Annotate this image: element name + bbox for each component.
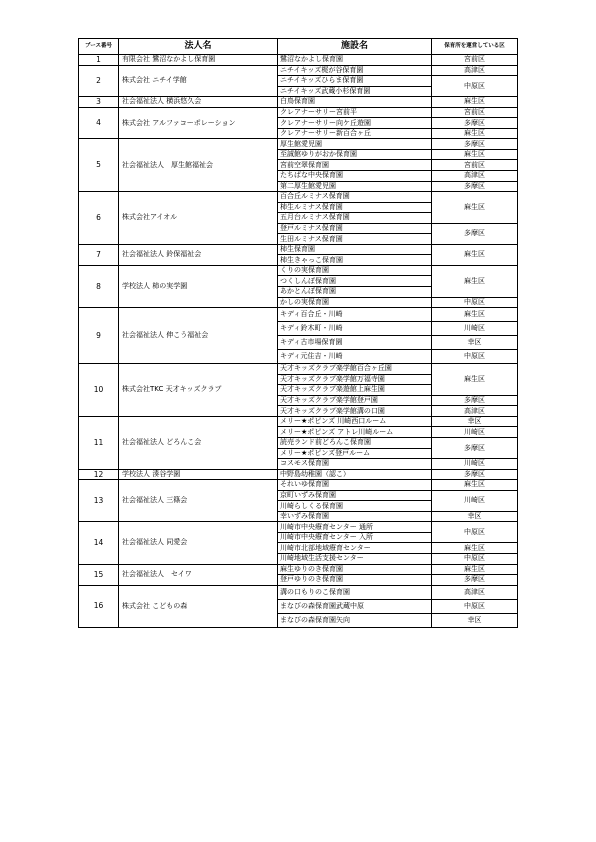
header-ward: 保育所を運営している区 bbox=[432, 39, 518, 55]
booth-number-cell: 16 bbox=[79, 585, 119, 627]
facility-cell: 五月台ルミナス保育園 bbox=[278, 213, 432, 224]
facility-cell: くりの実保育園 bbox=[278, 265, 432, 276]
header-booth-no: ブース番号 bbox=[79, 39, 119, 55]
ward-cell: 麻生区 bbox=[432, 244, 518, 265]
ward-cell: 川崎区 bbox=[432, 459, 518, 470]
corporation-cell: 社会福祉法人 同愛会 bbox=[119, 522, 278, 564]
facility-cell: 川崎市中央療育センター 入所 bbox=[278, 532, 432, 543]
ward-cell: 麻生区 bbox=[432, 480, 518, 491]
facility-cell: 第二厚生館愛児園 bbox=[278, 181, 432, 192]
booth-number-cell: 9 bbox=[79, 308, 119, 364]
booth-number-cell: 13 bbox=[79, 480, 119, 522]
facility-cell: 柿生保育園 bbox=[278, 244, 432, 255]
ward-cell: 麻生区 bbox=[432, 128, 518, 139]
facility-cell: ニチイキッズ武蔵小杉保育園 bbox=[278, 86, 432, 97]
table-row bbox=[79, 139, 518, 150]
facility-cell: 天才キッズクラブ楽学館登戸園 bbox=[278, 395, 432, 406]
ward-cell: 中原区 bbox=[432, 522, 518, 543]
ward-cell: 高津区 bbox=[432, 171, 518, 182]
corporation-cell: 社会福祉法人 三篠会 bbox=[119, 480, 278, 522]
ward-cell: 宮前区 bbox=[432, 160, 518, 171]
facility-cell: 京町いずみ保育園 bbox=[278, 490, 432, 501]
ward-cell: 麻生区 bbox=[432, 364, 518, 396]
ward-cell: 多摩区 bbox=[432, 469, 518, 480]
facility-cell: 登戸ルミナス保育園 bbox=[278, 223, 432, 234]
table-row bbox=[79, 97, 518, 108]
header-corporation: 法人名 bbox=[119, 39, 278, 55]
booth-number-cell: 7 bbox=[79, 244, 119, 265]
ward-cell: 麻生区 bbox=[432, 564, 518, 575]
booth-number-cell: 10 bbox=[79, 364, 119, 417]
facility-cell: 幸いずみ保育園 bbox=[278, 511, 432, 522]
header-facility: 施設名 bbox=[278, 39, 432, 55]
table-row bbox=[79, 364, 518, 375]
ward-cell: 多摩区 bbox=[432, 575, 518, 586]
table-row bbox=[79, 65, 518, 76]
corporation-cell: 学校法人 柿の実学園 bbox=[119, 265, 278, 307]
ward-cell: 幸区 bbox=[432, 613, 518, 627]
ward-cell: 多摩区 bbox=[432, 139, 518, 150]
table-row bbox=[79, 265, 518, 276]
table-row bbox=[79, 308, 518, 322]
ward-cell: 宮前区 bbox=[432, 55, 518, 66]
booth-number-cell: 5 bbox=[79, 139, 119, 192]
table-row bbox=[79, 564, 518, 575]
facility-cell: 川崎市北部地域療育センター bbox=[278, 543, 432, 554]
corporation-cell: 社会福祉法人 どろんこ会 bbox=[119, 416, 278, 469]
facility-cell: メリー★ポピンズ 川崎西口ルーム bbox=[278, 416, 432, 427]
facility-cell: かしの実保育園 bbox=[278, 297, 432, 308]
table-row bbox=[79, 480, 518, 491]
facility-cell: 読売ランド前どろんこ保育園 bbox=[278, 437, 432, 448]
ward-cell: 川崎区 bbox=[432, 490, 518, 511]
facility-cell: キディ元住吉・川崎 bbox=[278, 350, 432, 364]
facility-cell: 川崎市中央療育センター 通所 bbox=[278, 522, 432, 533]
facility-cell: クレアナーサリー宮前平 bbox=[278, 107, 432, 118]
facility-cell: クレアナーサリー向ケ丘遊園 bbox=[278, 118, 432, 129]
ward-cell: 多摩区 bbox=[432, 223, 518, 244]
facility-cell: クレアナーサリー新百合ヶ丘 bbox=[278, 128, 432, 139]
ward-cell: 多摩区 bbox=[432, 437, 518, 458]
corporation-cell: 株式会社TKC 天才キッズクラブ bbox=[119, 364, 278, 417]
ward-cell: 中原区 bbox=[432, 76, 518, 97]
ward-cell: 多摩区 bbox=[432, 395, 518, 406]
ward-cell: 多摩区 bbox=[432, 181, 518, 192]
header-row bbox=[79, 39, 518, 55]
facility-cell: つくしんぼ保育園 bbox=[278, 276, 432, 287]
corporation-cell: 株式会社アイオル bbox=[119, 192, 278, 245]
table-row bbox=[79, 585, 518, 599]
facility-cell: それいゆ保育園 bbox=[278, 480, 432, 491]
ward-cell: 高津区 bbox=[432, 406, 518, 417]
ward-cell: 幸区 bbox=[432, 511, 518, 522]
corporation-cell: 株式会社 ニチイ学館 bbox=[119, 65, 278, 97]
facility-cell: たちばな中央保育園 bbox=[278, 171, 432, 182]
booth-number-cell: 6 bbox=[79, 192, 119, 245]
facility-cell: コスモス保育園 bbox=[278, 459, 432, 470]
corporation-cell: 社会福祉法人 厚生館福祉会 bbox=[119, 139, 278, 192]
ward-cell: 幸区 bbox=[432, 416, 518, 427]
booth-number-cell: 11 bbox=[79, 416, 119, 469]
ward-cell: 麻生区 bbox=[432, 97, 518, 108]
ward-cell: 中原区 bbox=[432, 599, 518, 613]
facility-cell: 生田ルミナス保育園 bbox=[278, 234, 432, 245]
table-body bbox=[79, 55, 518, 628]
ward-cell: 多摩区 bbox=[432, 118, 518, 129]
corporation-cell: 社会福祉法人 横浜悠久会 bbox=[119, 97, 278, 108]
booth-number-cell: 14 bbox=[79, 522, 119, 564]
facility-cell: 宮前空翠保育園 bbox=[278, 160, 432, 171]
table-row bbox=[79, 107, 518, 118]
facility-cell: 鷺沼なかよし保育園 bbox=[278, 55, 432, 66]
facility-cell: 麻生ゆりのき保育園 bbox=[278, 564, 432, 575]
facility-cell: 天才キッズクラブ楽学館百合ヶ丘園 bbox=[278, 364, 432, 375]
facility-cell: あかとんぼ保育園 bbox=[278, 287, 432, 298]
booth-number-cell: 3 bbox=[79, 97, 119, 108]
facility-cell: まなびの森保育園武蔵中原 bbox=[278, 599, 432, 613]
booth-number-cell: 12 bbox=[79, 469, 119, 480]
facility-cell: 川崎地域生活支援センター bbox=[278, 553, 432, 564]
facility-cell: キディ鈴木町・川崎 bbox=[278, 322, 432, 336]
facility-cell: キディ古市場保育園 bbox=[278, 336, 432, 350]
ward-cell: 高津区 bbox=[432, 585, 518, 599]
facility-cell: ニチイキッズひらま保育園 bbox=[278, 76, 432, 87]
ward-cell: 麻生区 bbox=[432, 149, 518, 160]
booth-number-cell: 4 bbox=[79, 107, 119, 139]
table-row bbox=[79, 55, 518, 66]
facility-cell: 川崎らしくる保育園 bbox=[278, 501, 432, 512]
facility-cell: 柿生きゃっこ保育園 bbox=[278, 255, 432, 266]
facility-cell: 天才キッズクラブ楽遊館上麻生園 bbox=[278, 385, 432, 396]
ward-cell: 中原区 bbox=[432, 350, 518, 364]
table-row bbox=[79, 416, 518, 427]
booth-number-cell: 15 bbox=[79, 564, 119, 585]
facility-cell: 白鳥保育園 bbox=[278, 97, 432, 108]
table-row bbox=[79, 244, 518, 255]
corporation-cell: 株式会社 アルファコーポレーション bbox=[119, 107, 278, 139]
facility-cell: 至誠館ゆりがおか保育園 bbox=[278, 149, 432, 160]
facility-cell: メリー★ポピンズ登戸ルーム bbox=[278, 448, 432, 459]
ward-cell: 麻生区 bbox=[432, 265, 518, 297]
facility-cell: 登戸ゆりのき保育園 bbox=[278, 575, 432, 586]
facility-cell: 中野島幼稚園（認こ） bbox=[278, 469, 432, 480]
booth-table bbox=[78, 38, 518, 628]
ward-cell: 高津区 bbox=[432, 65, 518, 76]
corporation-cell: 社会福祉法人 鈴保福祉会 bbox=[119, 244, 278, 265]
booth-number-cell: 1 bbox=[79, 55, 119, 66]
table-row bbox=[79, 192, 518, 203]
ward-cell: 中原区 bbox=[432, 553, 518, 564]
corporation-cell: 株式会社 こどもの森 bbox=[119, 585, 278, 627]
facility-cell: 天才キッズクラブ楽学館溝の口園 bbox=[278, 406, 432, 417]
ward-cell: 麻生区 bbox=[432, 192, 518, 224]
ward-cell: 麻生区 bbox=[432, 308, 518, 322]
table-row bbox=[79, 522, 518, 533]
ward-cell: 宮前区 bbox=[432, 107, 518, 118]
ward-cell: 幸区 bbox=[432, 336, 518, 350]
corporation-cell: 有限会社 鷺沼なかよし保育園 bbox=[119, 55, 278, 66]
facility-cell: 溝の口もりのこ保育園 bbox=[278, 585, 432, 599]
facility-cell: 柿生ルミナス保育園 bbox=[278, 202, 432, 213]
ward-cell: 中原区 bbox=[432, 297, 518, 308]
facility-cell: ニチイキッズ梶が谷保育園 bbox=[278, 65, 432, 76]
facility-cell: 厚生館愛児園 bbox=[278, 139, 432, 150]
facility-cell: キディ百合丘・川崎 bbox=[278, 308, 432, 322]
ward-cell: 川崎区 bbox=[432, 427, 518, 438]
corporation-cell: 社会福祉法人 セイワ bbox=[119, 564, 278, 585]
booth-number-cell: 2 bbox=[79, 65, 119, 97]
ward-cell: 麻生区 bbox=[432, 543, 518, 554]
corporation-cell: 学校法人 湊谷学園 bbox=[119, 469, 278, 480]
ward-cell: 川崎区 bbox=[432, 322, 518, 336]
facility-cell: まなびの森保育園矢向 bbox=[278, 613, 432, 627]
booth-number-cell: 8 bbox=[79, 265, 119, 307]
table-row bbox=[79, 469, 518, 480]
facility-cell: 天才キッズクラブ楽学館万福寺園 bbox=[278, 374, 432, 385]
facility-cell: メリー★ポピンズ アトレ川崎ルーム bbox=[278, 427, 432, 438]
corporation-cell: 社会福祉法人 伸こう福祉会 bbox=[119, 308, 278, 364]
facility-cell: 百合丘ルミナス保育園 bbox=[278, 192, 432, 203]
